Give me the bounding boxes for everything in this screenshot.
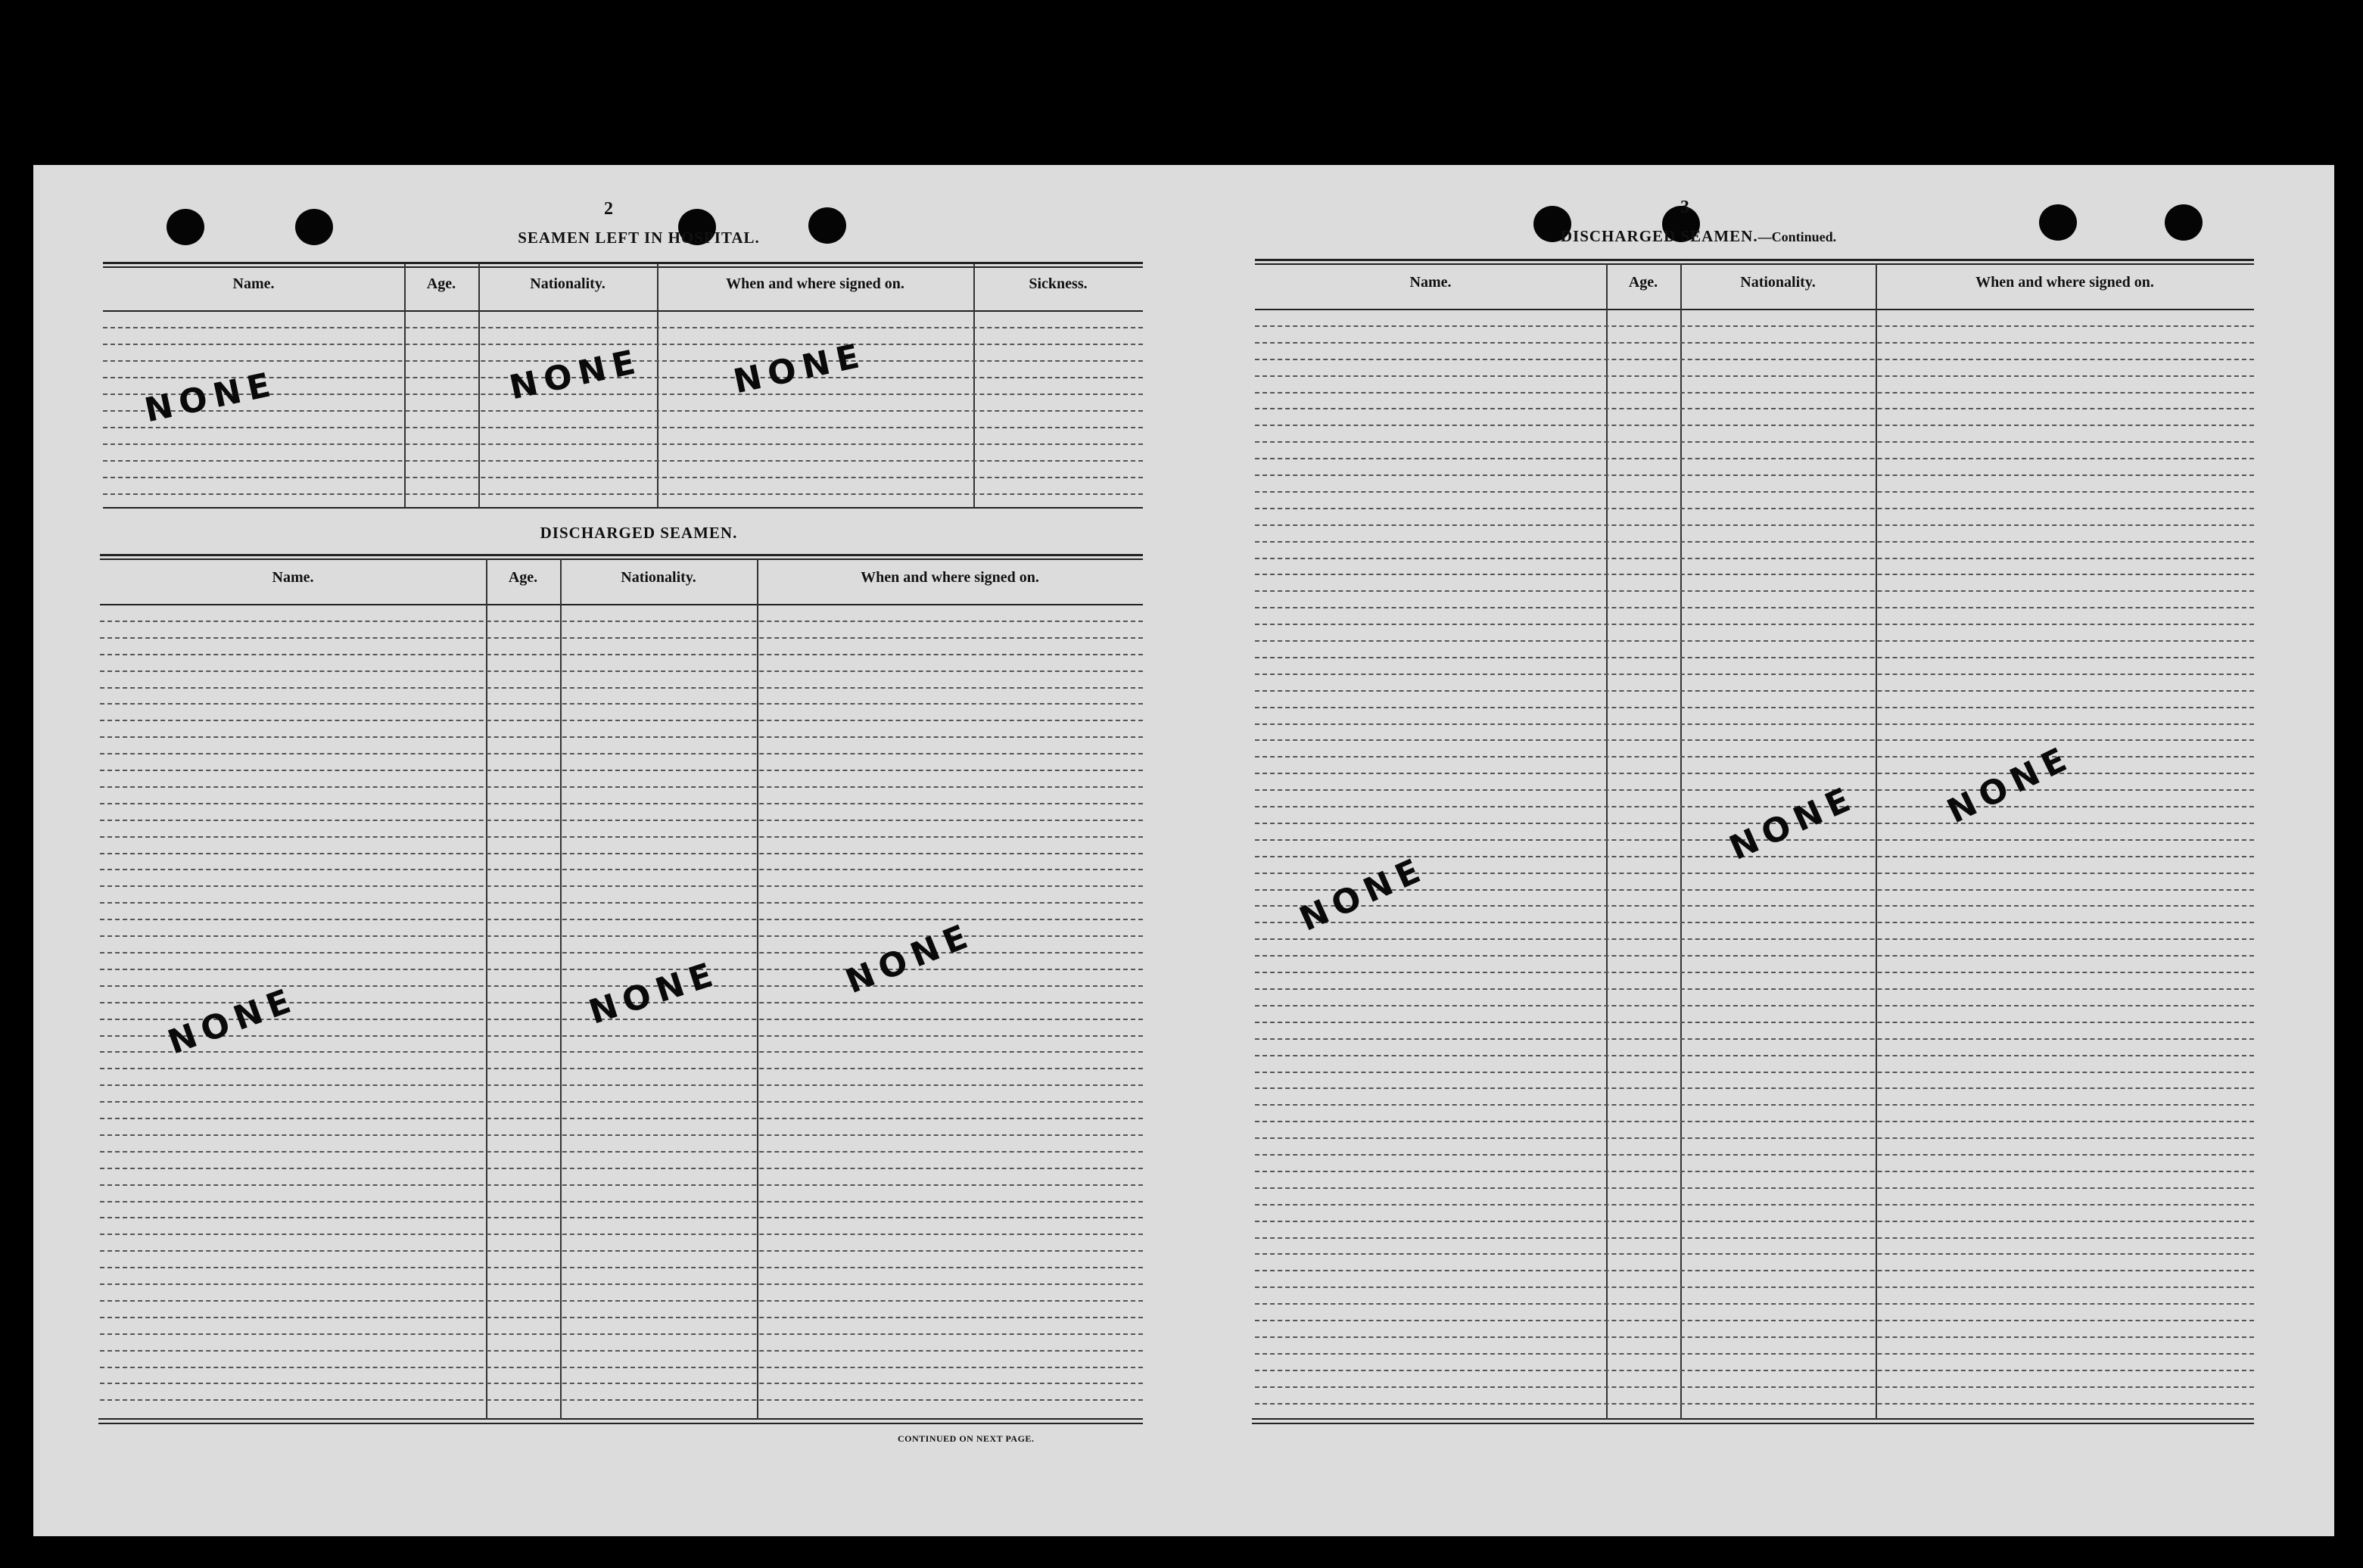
handwritten-entry: NONE [163, 979, 303, 1062]
row-line [100, 1118, 1143, 1119]
row-line [100, 885, 1143, 887]
row-line [1255, 1221, 2254, 1222]
row-line [100, 654, 1143, 655]
row-line [100, 1201, 1143, 1202]
row-line [1255, 806, 2254, 807]
row-line [1255, 690, 2254, 692]
row-line [100, 1317, 1143, 1318]
row-line [103, 443, 1143, 445]
row-line [1255, 739, 2254, 741]
row-line [1255, 1370, 2254, 1371]
row-line [1255, 1270, 2254, 1271]
row-line [1255, 1403, 2254, 1405]
row-line [1255, 590, 2254, 592]
row-line [100, 935, 1143, 937]
row-line [1255, 441, 2254, 443]
row-line [1255, 474, 2254, 476]
row-line [1255, 1154, 2254, 1156]
row-line [1255, 408, 2254, 409]
row-line [1255, 558, 2254, 559]
row-line [100, 1234, 1143, 1235]
column-header-name: Name. [232, 275, 275, 292]
row-line [100, 670, 1143, 672]
column-divider [1876, 263, 1877, 1420]
row-line [1255, 955, 2254, 957]
row-line [103, 460, 1143, 462]
column-header-age: Age. [508, 569, 538, 586]
row-line [1255, 1187, 2254, 1189]
column-header-signed-on: When and where signed on. [861, 569, 1039, 586]
ledger-scan [33, 165, 2334, 1536]
row-line [100, 1300, 1143, 1302]
row-line [1255, 491, 2254, 493]
column-divider [973, 264, 975, 508]
row-line [1255, 425, 2254, 426]
column-header-signed-on: When and where signed on. [1975, 274, 2154, 291]
row-line [1255, 1237, 2254, 1239]
row-line [100, 1283, 1143, 1285]
row-line [1255, 524, 2254, 526]
row-line [1255, 789, 2254, 791]
row-line [1255, 1038, 2254, 1040]
column-divider [657, 264, 658, 508]
row-line [100, 1051, 1143, 1053]
row-line [1255, 1320, 2254, 1321]
discharged-section-title: DISCHARGED SEAMEN. [540, 524, 738, 542]
row-line [1255, 988, 2254, 990]
column-divider [478, 264, 480, 508]
row-line [100, 1399, 1143, 1401]
hospital-section-title: SEAMEN LEFT IN HOSPITAL. [518, 229, 760, 247]
row-line [1255, 342, 2254, 344]
row-line [1255, 1072, 2254, 1073]
punch-hole [2165, 204, 2203, 241]
row-line [100, 1217, 1143, 1218]
handwritten-entry: NONE [1723, 778, 1863, 868]
row-line [1255, 1171, 2254, 1172]
table-bottom-rule [98, 1418, 1143, 1420]
row-line [1255, 707, 2254, 708]
handwritten-entry: NONE [584, 954, 724, 1032]
row-line [100, 1035, 1143, 1037]
column-header-name: Name. [1409, 274, 1452, 291]
row-line [1255, 1055, 2254, 1056]
row-line [1255, 1353, 2254, 1355]
handwritten-entry: NONE [840, 915, 979, 1002]
row-line [103, 327, 1143, 328]
row-line [100, 753, 1143, 754]
row-line [1255, 773, 2254, 774]
row-line [1255, 359, 2254, 360]
row-line [1255, 1303, 2254, 1305]
row-line [1255, 1121, 2254, 1122]
row-line [103, 427, 1143, 428]
column-header-nationality: Nationality. [621, 569, 696, 586]
table-top-rule [103, 266, 1143, 268]
row-line [100, 637, 1143, 639]
row-line [100, 1383, 1143, 1384]
row-line [1255, 1204, 2254, 1206]
row-line [1255, 392, 2254, 394]
row-line [1255, 972, 2254, 973]
row-line [100, 1333, 1143, 1335]
row-line [1255, 1386, 2254, 1388]
handwritten-entry: NONE [1294, 849, 1433, 939]
row-line [1255, 657, 2254, 658]
row-line [1255, 574, 2254, 575]
header-rule [100, 604, 1143, 605]
table-bottom-rule [1252, 1423, 2254, 1424]
column-divider [404, 264, 406, 508]
row-line [1255, 1104, 2254, 1106]
row-line [100, 1367, 1143, 1368]
row-line [1255, 325, 2254, 327]
row-line [103, 493, 1143, 495]
column-header-name: Name. [272, 569, 314, 586]
table-top-rule [1255, 263, 2254, 265]
handwritten-entry: NONE [141, 364, 281, 431]
row-line [100, 786, 1143, 788]
column-header-signed-on: When and where signed on. [726, 275, 904, 292]
table-top-rule [103, 262, 1143, 264]
table-bottom-rule [98, 1423, 1143, 1424]
row-line [1255, 1336, 2254, 1338]
row-line [100, 736, 1143, 738]
row-line [100, 1134, 1143, 1136]
row-line [1255, 674, 2254, 675]
row-line [1255, 938, 2254, 940]
row-line [100, 1068, 1143, 1069]
row-line [1255, 1253, 2254, 1255]
row-line [100, 952, 1143, 954]
row-line [100, 1168, 1143, 1169]
row-line [1255, 624, 2254, 625]
row-line [1255, 756, 2254, 758]
column-header-age: Age. [1628, 274, 1658, 291]
right-section-title [1532, 227, 1865, 246]
row-line [100, 1184, 1143, 1186]
row-line [100, 1350, 1143, 1352]
row-line [1255, 1087, 2254, 1089]
punch-hole [167, 209, 204, 245]
punch-hole [295, 209, 333, 245]
column-divider [1606, 263, 1608, 1420]
row-line [1255, 905, 2254, 907]
row-line [100, 687, 1143, 689]
row-line [100, 703, 1143, 705]
row-line [100, 720, 1143, 721]
row-line [1255, 723, 2254, 725]
row-line [1255, 607, 2254, 608]
section-title-suffix: —Continued. [1757, 229, 1837, 244]
row-line [1255, 922, 2254, 923]
header-rule [103, 310, 1143, 312]
row-line [1255, 1022, 2254, 1023]
continued-footer: CONTINUED ON NEXT PAGE. [898, 1433, 1035, 1444]
header-rule [1255, 309, 2254, 310]
row-line [100, 770, 1143, 771]
row-line [100, 969, 1143, 970]
row-line [100, 820, 1143, 821]
row-line [1255, 1286, 2254, 1288]
column-header-sickness: Sickness. [1029, 275, 1088, 292]
row-line [100, 869, 1143, 870]
row-line [100, 1151, 1143, 1153]
column-divider [1680, 263, 1682, 1420]
row-line [1255, 1137, 2254, 1139]
table-top-rule [100, 554, 1143, 556]
row-line [1255, 508, 2254, 509]
handwritten-entry: NONE [1941, 737, 2079, 832]
punch-hole [2039, 204, 2077, 241]
row-line [100, 1267, 1143, 1268]
row-line [100, 902, 1143, 904]
table-top-rule [1255, 259, 2254, 261]
handwritten-entry: NONE [730, 335, 870, 402]
row-line [103, 477, 1143, 478]
row-line [100, 621, 1143, 622]
table-top-rule [100, 558, 1143, 560]
row-line [103, 410, 1143, 412]
row-line [1255, 375, 2254, 377]
row-line [100, 853, 1143, 854]
page-number: 2 [604, 199, 613, 219]
row-line [100, 803, 1143, 804]
row-line [1255, 541, 2254, 543]
handwritten-entry: NONE [506, 341, 646, 408]
column-header-nationality: Nationality. [1740, 274, 1816, 291]
row-line [100, 1250, 1143, 1252]
table-bottom-rule [103, 507, 1143, 509]
row-line [1255, 640, 2254, 642]
row-line [100, 919, 1143, 920]
row-line [100, 1084, 1143, 1086]
table-bottom-rule [1252, 1418, 2254, 1420]
column-header-age: Age. [426, 275, 456, 292]
column-header-nationality: Nationality. [530, 275, 606, 292]
section-title-text: DISCHARGED SEAMEN. [1560, 227, 1758, 245]
row-line [100, 836, 1143, 838]
row-line [100, 1101, 1143, 1103]
row-line [1255, 458, 2254, 459]
row-line [1255, 1005, 2254, 1006]
page-number: 3 [1680, 198, 1689, 217]
